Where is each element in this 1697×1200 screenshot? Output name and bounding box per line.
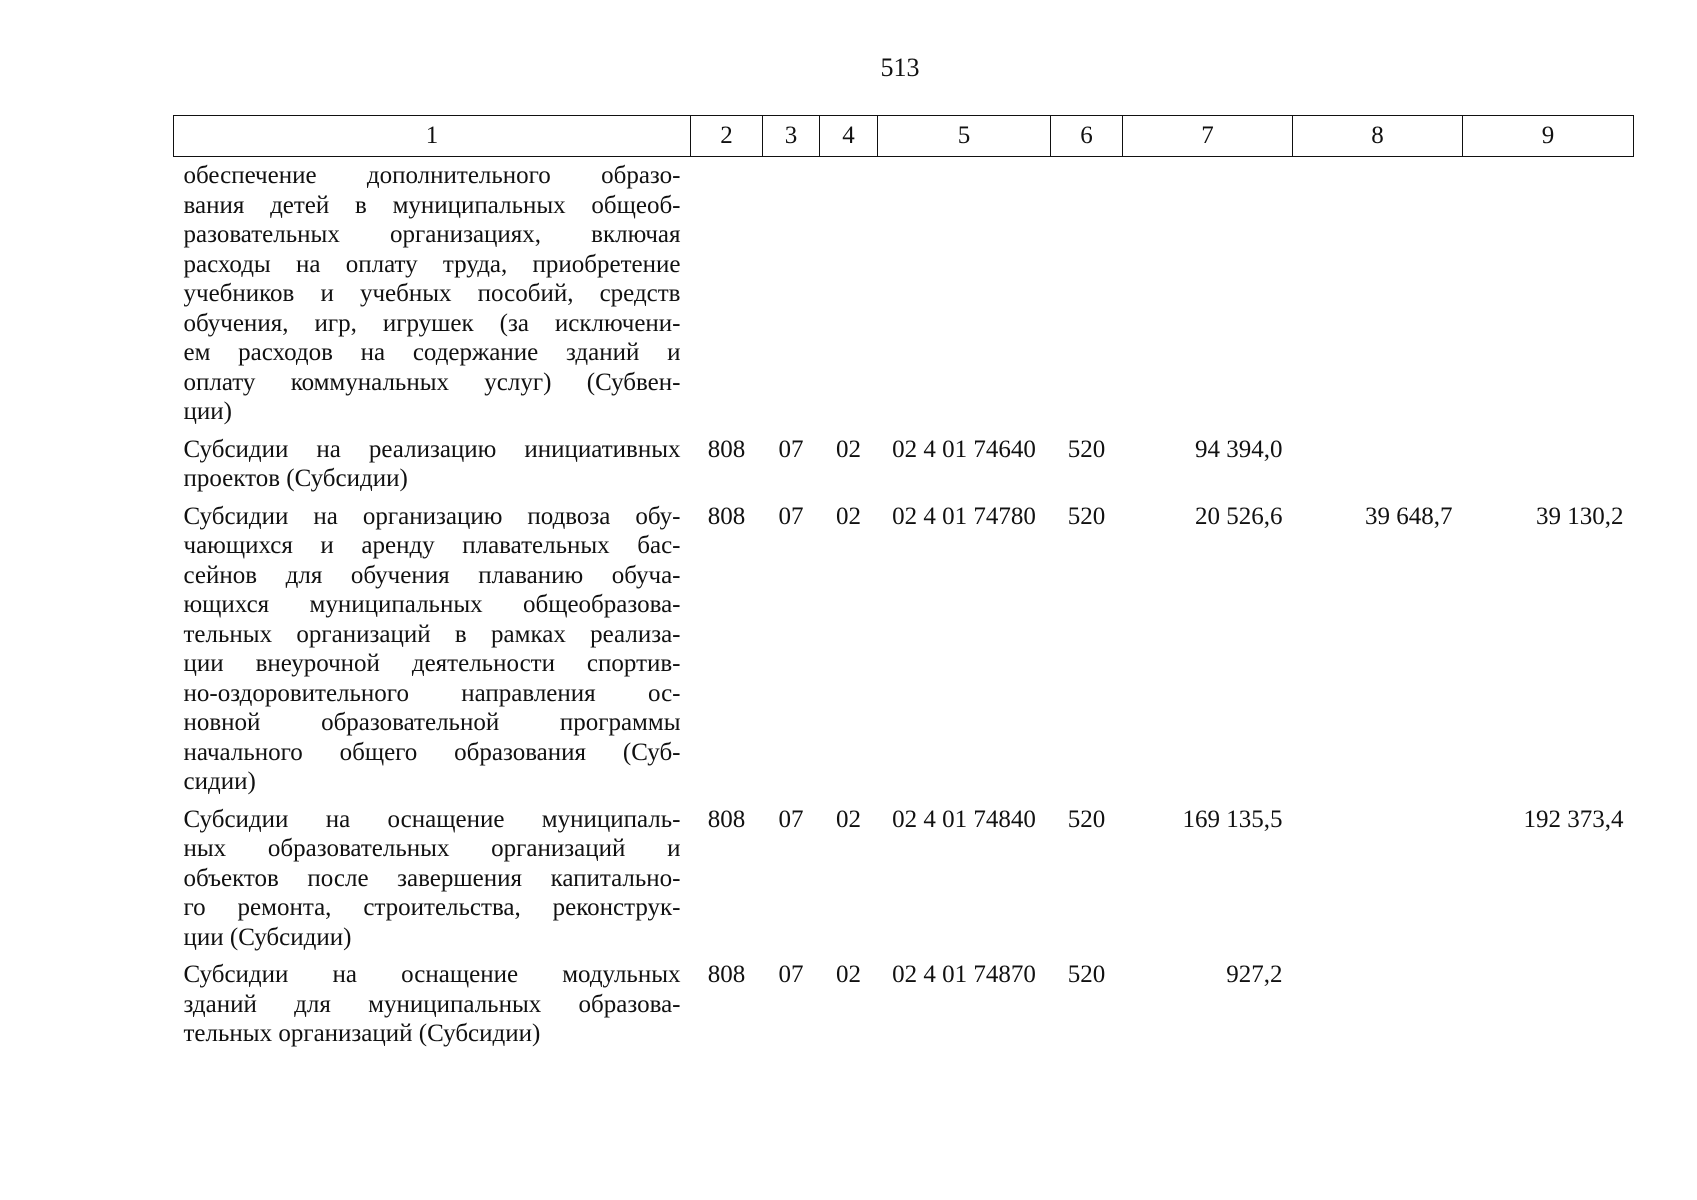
header-col-7: 7 [1123,116,1293,157]
description-line: тельных организаций (Субсидии) [183,1020,541,1047]
header-col-5: 5 [878,116,1051,157]
description-line: ных образовательных организаций и [183,835,681,862]
header-col-4: 4 [820,116,878,157]
amount-col-7: 94 394,0 [1195,435,1283,463]
section-code: 07 [778,805,804,833]
amount-col-9 [1463,960,1634,1057]
header-row [174,116,1634,157]
row-description [174,157,691,435]
table-row [174,502,1634,805]
row-description [174,502,691,805]
description-line: начального общего образования (Суб- [183,738,681,766]
subsection-code: 02 [836,435,861,463]
amount-col-9: 192 373,4 [1523,805,1624,833]
row-description [174,435,691,502]
description-line: Субсидии на реализацию инициативных [183,435,681,463]
description-line: вания детей в муниципальных общеоб- [183,191,681,219]
description-line: зданий для муниципальных образова- [183,990,681,1018]
amount-col-7: 20 526,6 [1195,502,1283,530]
description-line: сидии) [183,768,256,795]
section-code [763,157,820,435]
department-code: 808 [707,502,746,530]
target-article-code: 02 4 01 74840 [892,805,1036,833]
table-row [174,435,1634,502]
amount-col-8 [1293,435,1463,502]
description-line: ции (Субсидии) [183,923,352,951]
header-col-3: 3 [763,116,820,157]
description-line: объектов после завершения капитально- [183,864,681,892]
section-code: 07 [778,961,804,988]
description-line: тельных организаций в рамках реализа- [183,620,681,648]
target-article-code: 02 4 01 74640 [892,435,1036,463]
expense-type-code: 520 [1067,435,1106,463]
description-line: Субсидии на организацию подвоза обу- [183,502,681,530]
amount-col-9 [1463,157,1634,435]
description-line: ющихся муниципальных общеобразова- [183,591,681,618]
amount-col-8: 39 648,7 [1365,502,1453,530]
page-number: 513 [880,53,920,82]
table-row [174,157,1634,435]
expense-type-code [1051,157,1123,435]
description-line: разовательных организациях, включая [183,221,681,248]
department-code: 808 [707,435,746,463]
description-line: ции) [183,398,232,425]
department-code [691,157,763,435]
amount-col-7: 927,2 [1226,961,1283,988]
amount-col-7: 169 135,5 [1182,805,1283,833]
description-line: обеспечение дополнительного образо- [183,162,681,189]
expense-type-code: 520 [1067,805,1106,833]
target-article-code [878,157,1051,435]
department-code: 808 [707,961,746,988]
row-description [174,960,691,1057]
description-line: ем расходов на содержание зданий и [183,339,681,366]
amount-col-9 [1463,435,1634,502]
table-header [174,116,1634,157]
subsection-code: 02 [836,805,861,833]
expense-type-code: 520 [1067,502,1106,530]
description-line: обучения, игр, игрушек (за исключени- [183,309,681,337]
amount-col-8 [1293,157,1463,435]
header-col-8: 8 [1293,116,1463,157]
subsection-code: 02 [836,502,861,530]
amount-col-8 [1293,805,1463,961]
description-line: но-оздоровительного направления ос- [183,679,681,707]
description-line: расходы на оплату труда, приобретение [183,250,681,278]
amount-col-7 [1123,157,1293,435]
section-code: 07 [778,502,804,530]
amount-col-9: 39 130,2 [1536,502,1624,530]
header-col-6: 6 [1051,116,1123,157]
header-col-9: 9 [1463,116,1634,157]
row-description [174,805,691,961]
section-code: 07 [778,435,804,463]
description-line: чающихся и аренду плавательных бас- [183,532,681,559]
subsection-code [820,157,878,435]
target-article-code: 02 4 01 74870 [892,961,1036,988]
budget-table [173,115,1634,1057]
description-line: ции внеурочной деятельности спортив- [183,650,681,677]
description-line: оплату коммунальных услуг) (Субвен- [183,368,681,396]
amount-col-8 [1293,960,1463,1057]
department-code: 808 [707,805,746,833]
table-row [174,960,1634,1057]
table-body [174,157,1634,1057]
description-line: проектов (Субсидии) [183,465,408,492]
subsection-code: 02 [836,961,861,988]
header-col-2: 2 [691,116,763,157]
table-row [174,805,1634,961]
description-line: новной образовательной программы [183,709,681,736]
description-line: учебников и учебных пособий, средств [183,280,681,307]
header-col-1: 1 [174,116,691,157]
target-article-code: 02 4 01 74780 [892,502,1036,530]
description-line: Субсидии на оснащение модульных [183,961,681,988]
description-line: сейнов для обучения плаванию обуча- [183,561,681,589]
expense-type-code: 520 [1067,961,1106,988]
description-line: Субсидии на оснащение муниципаль- [183,805,681,833]
description-line: го ремонта, строительства, реконструк- [183,894,681,921]
